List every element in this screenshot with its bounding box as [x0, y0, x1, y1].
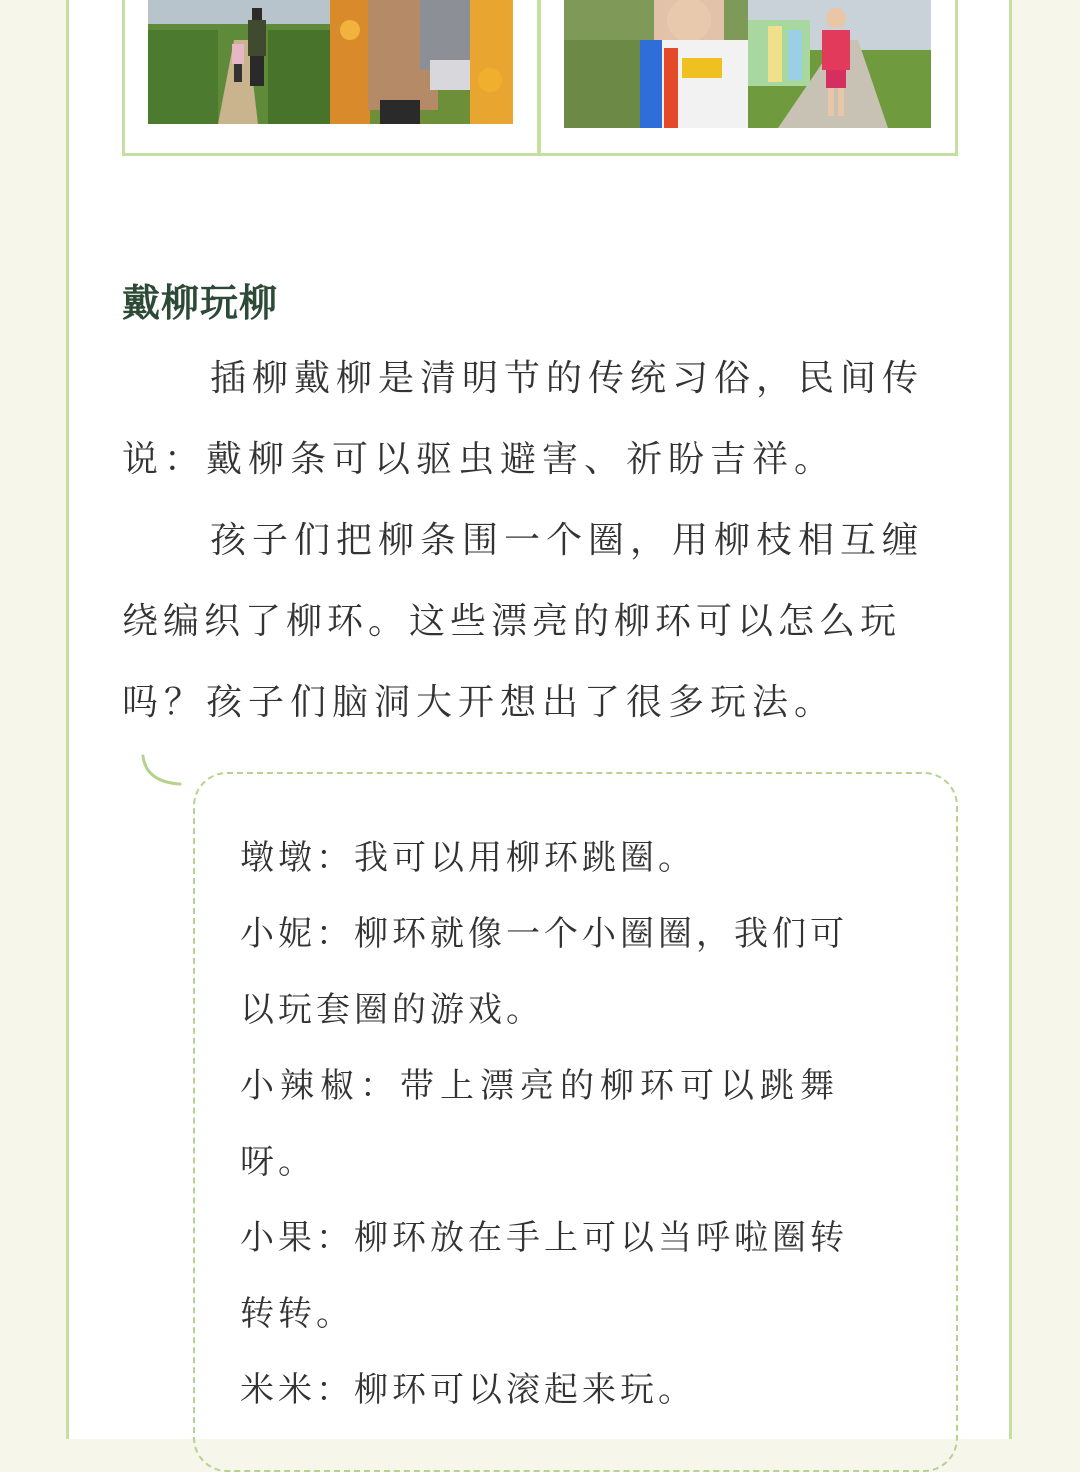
quote-line: 小果：柳环放在手上可以当呼啦圈转 [240, 1218, 848, 1258]
paragraph-line: 说：戴柳条可以驱虫避害、祈盼吉祥。 [122, 439, 837, 480]
quote-line: 转转。 [240, 1294, 354, 1334]
photo-parent-baby-flowers[interactable] [330, 0, 513, 124]
corner-hook-decoration [140, 754, 184, 788]
quote-line: 墩墩：我可以用柳环跳圈。 [240, 838, 696, 878]
paragraph-willow-rings [122, 500, 958, 743]
quote-line: 以玩套圈的游戏。 [240, 990, 544, 1030]
photo-family-walk[interactable] [148, 0, 330, 124]
section-title: 戴柳玩柳 [122, 281, 279, 325]
paragraph-line: 孩子们把柳条围一个圈，用柳枝相互缠 [210, 520, 925, 561]
quote-line: 呀。 [240, 1142, 316, 1182]
photo-girl-pink-coat[interactable] [748, 0, 931, 128]
paragraph-line: 绕编织了柳环。这些漂亮的柳环可以怎么玩 [122, 601, 902, 642]
photo-child-closeup[interactable] [564, 0, 748, 128]
quote-line: 小辣椒：带上漂亮的柳环可以跳舞 [240, 1066, 840, 1106]
quote-line: 小妮：柳环就像一个小圈圈，我们可 [240, 914, 848, 954]
paragraph-line: 吗？孩子们脑洞大开想出了很多玩法。 [122, 682, 837, 723]
paragraph-line: 插柳戴柳是清明节的传统习俗，民间传 [210, 358, 925, 399]
paragraph-custom [122, 338, 958, 500]
quote-line: 米米：柳环可以滚起来玩。 [240, 1370, 696, 1410]
